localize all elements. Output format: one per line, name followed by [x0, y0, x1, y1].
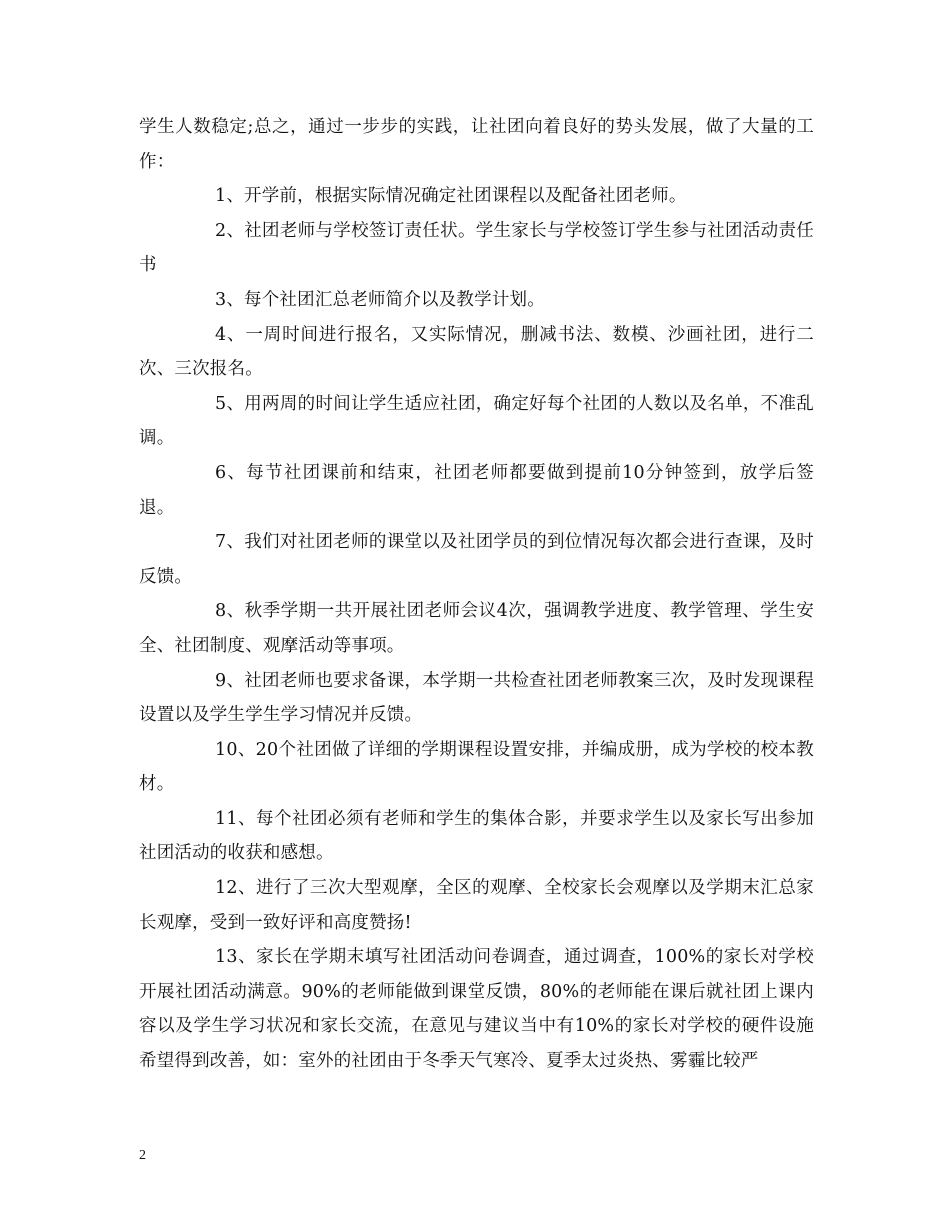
list-item-1: 1、开学前，根据实际情况确定社团课程以及配备社团老师。 — [215, 186, 687, 207]
list-item-2: 2、社团老师与学校签订责任状。学生家长与学校签订学生参与社团活动责任书 — [139, 220, 814, 276]
list-item-3: 3、每个社团汇总老师简介以及教学计划。 — [215, 289, 545, 310]
list-item-7: 7、我们对社团老师的课堂以及社团学员的到位情况每次都会进行查课，及时反馈。 — [139, 532, 814, 587]
list-item-4: 4、一周时间进行报名，又实际情况，删减书法、数模、沙画社团，进行二次、三次报名。 — [139, 324, 814, 380]
list-item-10: 10、20个社团做了详细的学期课程设置安排，并编成册，成为学校的校本教材。 — [139, 739, 814, 795]
list-item-5: 5、用两周的时间让学生适应社团，确定好每个社团的人数以及名单，不准乱调。 — [139, 393, 814, 449]
document-body — [139, 110, 814, 1079]
list-item-12: 12、进行了三次大型观摩，全区的观摩、全校家长会观摩以及学期末汇总家长观摩，受到一致好评和高度赞扬! — [139, 878, 814, 933]
list-item-8: 8、秋季学期一共开展社团老师会议4次，强调教学进度、教学管理、学生安全、社团制度、观摩活动等事项。 — [139, 601, 814, 656]
list-item-9: 9、社团老师也要求备课，本学期一共检查社团老师教案三次，及时发现课程设置以及学生学生学习情况并反馈。 — [139, 670, 814, 726]
list-item-6: 6、每节社团课前和结束，社团老师都要做到提前10分钟签到，放学后签退。 — [139, 462, 814, 518]
list-item-11: 11、每个社团必须有老师和学生的集体合影，并要求学生以及家长写出参加社团活动的收获和感想。 — [139, 808, 814, 864]
list-item-13: 13、家长在学期末填写社团活动问卷调查，通过调查，100%的家长对学校开展社团活动满意。90%的老师能做到课堂反馈，80%的老师能在课后就社团上课内容以及学生学习状况和家长交流，在意见与建议当中有10%的家长对学校的硬件设施希望得到改善，如：室外的社团由于冬季天气寒冷、夏季太过炎热、雾霾比较严 — [139, 947, 814, 1072]
paragraph-continuation: 学生人数稳定;总之，通过一步步的实践，让社团向着良好的势头发展，做了大量的工作： — [139, 117, 814, 172]
page-number: 2 — [139, 1148, 146, 1163]
